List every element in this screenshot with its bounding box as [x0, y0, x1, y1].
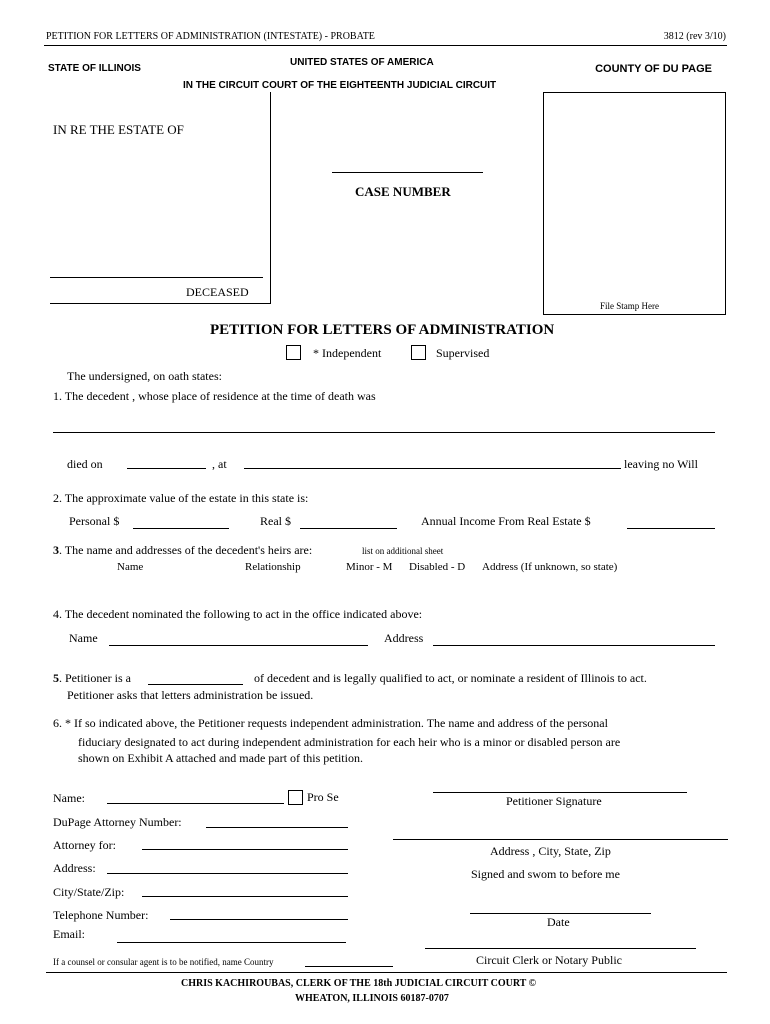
petition-title: PETITION FOR LETTERS OF ADMINISTRATION	[210, 322, 555, 338]
petitioner-signature-label: Petitioner Signature	[506, 794, 602, 808]
petitioner-signature-line[interactable]	[433, 792, 687, 793]
header-rule	[44, 45, 727, 46]
heirs-col-minor: Minor - M	[346, 561, 393, 573]
heirs-col-address: Address (If unknown, so state)	[482, 561, 618, 573]
item3-note: list on additional sheet	[362, 546, 444, 556]
pro-se-checkbox[interactable]	[288, 790, 303, 805]
state-label: STATE OF ILLINOIS	[48, 63, 141, 74]
court-label: IN THE CIRCUIT COURT OF THE EIGHTEENTH JUDICIAL CIRCUIT	[183, 80, 497, 91]
nominee-name-line[interactable]	[109, 645, 368, 646]
heirs-col-disabled: Disabled - D	[409, 561, 466, 573]
consular-country-line[interactable]	[305, 966, 393, 967]
dupage-number-label: DuPage Attorney Number:	[53, 815, 182, 829]
county-label: COUNTY OF DU PAGE	[595, 63, 712, 75]
item3-text	[53, 543, 312, 558]
clerk-signature-line[interactable]	[425, 948, 696, 949]
item6-line2: fiduciary designated to act during independent administration for each heir who is a minor or disabled person are	[78, 735, 621, 749]
deceased-label: DECEASED	[186, 285, 249, 299]
email-line[interactable]	[117, 942, 346, 943]
died-on-label: died on	[67, 457, 103, 471]
item6-line3: shown on Exhibit A attached and made part of this petition.	[78, 751, 363, 765]
item3-number: 3	[53, 543, 59, 557]
item5-body: . Petitioner is a	[59, 671, 131, 685]
supervised-checkbox[interactable]	[411, 345, 426, 360]
attorney-for-label: Attorney for:	[53, 838, 116, 852]
independent-label: * Independent	[313, 346, 382, 360]
city-line[interactable]	[142, 896, 348, 897]
caption-bottom-rule	[50, 303, 271, 304]
heirs-col-name: Name	[117, 561, 144, 573]
telephone-label: Telephone Number:	[53, 908, 149, 922]
telephone-line[interactable]	[170, 919, 348, 920]
address-signature-line[interactable]	[393, 839, 728, 840]
city-label: City/State/Zip:	[53, 885, 125, 899]
caption-divider	[270, 92, 271, 304]
attorney-name-line[interactable]	[107, 803, 284, 804]
petitioner-relation-line[interactable]	[148, 684, 243, 685]
footer-clerk: CHRIS KACHIROUBAS, CLERK OF THE 18th JUDICIAL CIRCUIT COURT ©	[181, 978, 537, 989]
in-re-estate: IN RE THE ESTATE OF	[53, 122, 184, 137]
pro-se-label: Pro Se	[307, 790, 339, 804]
item2-text: 2. The approximate value of the estate in this state is:	[53, 491, 309, 505]
case-number-label: CASE NUMBER	[355, 184, 451, 199]
item5-text	[53, 671, 131, 686]
case-number-line[interactable]	[332, 172, 483, 173]
item5-text-cont: of decedent and is legally qualified to act, or nominate a resident of Illinois to act.	[254, 671, 647, 685]
clerk-label: Circuit Clerk or Notary Public	[476, 953, 622, 967]
item5-number: 5	[53, 671, 59, 685]
personal-label: Personal $	[69, 514, 120, 528]
email-label: Email:	[53, 927, 85, 941]
file-stamp-label: File Stamp Here	[600, 301, 659, 311]
real-value-line[interactable]	[300, 528, 397, 529]
death-date-line[interactable]	[127, 468, 206, 469]
address-label: Address:	[53, 861, 96, 875]
attorney-for-line[interactable]	[142, 849, 348, 850]
personal-value-line[interactable]	[133, 528, 229, 529]
annual-income-line[interactable]	[627, 528, 715, 529]
date-label: Date	[547, 915, 570, 929]
item3-body: . The name and addresses of the decedent's heirs are:	[59, 543, 313, 557]
attorney-name-label: Name:	[53, 791, 85, 805]
sworn-label: Signed and swom to before me	[471, 867, 620, 881]
real-label: Real $	[260, 514, 291, 528]
form-title: PETITION FOR LETTERS OF ADMINISTRATION (INTESTATE) - PROBATE	[46, 31, 375, 42]
item1-text: 1. The decedent , whose place of residence at the time of death was	[53, 389, 376, 403]
country-label: UNITED STATES OF AMERICA	[290, 57, 434, 68]
file-stamp-box	[543, 92, 726, 315]
nominee-address-line[interactable]	[433, 645, 715, 646]
item5-request: Petitioner asks that letters administration be issued.	[67, 688, 314, 702]
item6-line1: 6. * If so indicated above, the Petitioner requests independent administration. The name and address of the personal	[53, 716, 608, 730]
death-place-line[interactable]	[244, 468, 621, 469]
at-label: , at	[212, 457, 227, 471]
dupage-number-line[interactable]	[206, 827, 348, 828]
footer-address: WHEATON, ILLINOIS 60187-0707	[295, 993, 449, 1004]
date-line[interactable]	[470, 913, 651, 914]
heirs-col-relationship: Relationship	[245, 561, 301, 573]
deceased-name-line[interactable]	[50, 277, 263, 278]
item4-address-label: Address	[384, 631, 424, 645]
footer-rule	[46, 972, 727, 973]
address-city-label: Address , City, State, Zip	[490, 844, 611, 858]
supervised-label: Supervised	[436, 346, 490, 360]
item4-text: 4. The decedent nominated the following to act in the office indicated above:	[53, 607, 423, 621]
intro-text: The undersigned, on oath states:	[67, 369, 222, 383]
item4-name-label: Name	[69, 631, 98, 645]
residence-line[interactable]	[53, 432, 715, 433]
leaving-will-label: leaving no Will	[624, 457, 698, 471]
form-number: 3812 (rev 3/10)	[663, 31, 726, 42]
consular-note: If a counsel or consular agent is to be notified, name Country	[53, 957, 274, 967]
annual-income-label: Annual Income From Real Estate $	[421, 514, 591, 528]
independent-checkbox[interactable]	[286, 345, 301, 360]
address-line[interactable]	[107, 873, 348, 874]
